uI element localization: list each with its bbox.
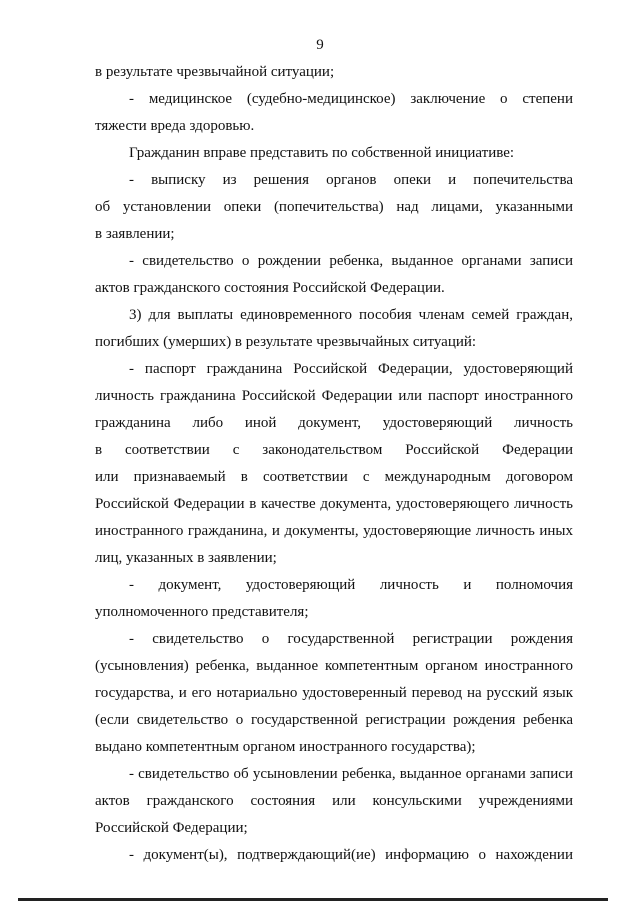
body-text-line: Российской Федерации в качестве документа, удостоверяющего личность — [95, 496, 573, 512]
body-text-line: в соответствии с законодательством Российской Федерации — [95, 442, 573, 458]
body-text-line: государства, и его нотариально удостоверенный перевод на русский язык — [95, 685, 573, 701]
body-text-line: в результате чрезвычайной ситуации; — [95, 64, 335, 80]
body-text-line: гражданина либо иной документ, удостоверяющий личность — [95, 415, 573, 431]
list-item-line: - выписку из решения органов опеки и попечительства — [129, 172, 573, 188]
list-item-line: - свидетельство об усыновлении ребенка, выданное органами записи — [129, 766, 573, 782]
body-text-line: иностранного гражданина, и документы, удостоверяющие личность иных — [95, 523, 573, 539]
body-text-line: погибших (умерших) в результате чрезвычайных ситуаций: — [95, 334, 477, 350]
body-text-line: (усыновления) ребенка, выданное компетентным органом иностранного — [95, 658, 573, 674]
body-text-line: или признаваемый в соответствии с международным договором — [95, 469, 573, 485]
list-item-line: - свидетельство о рождении ребенка, выданное органами записи — [129, 253, 573, 269]
body-text-line: уполномоченного представителя; — [95, 604, 309, 620]
list-item-line: - паспорт гражданина Российской Федерации, удостоверяющий — [129, 361, 573, 377]
paragraph-line: Гражданин вправе представить по собственной инициативе: — [129, 145, 515, 161]
list-item-line: - документ(ы), подтверждающий(ие) информацию о нахождении — [129, 847, 573, 863]
paragraph-line: 3) для выплаты единовременного пособия членам семей граждан, — [129, 307, 573, 323]
body-text-line: (если свидетельство о государственной регистрации рождения ребенка — [95, 712, 573, 728]
body-text-line: актов гражданского состояния или консульскими учреждениями — [95, 793, 573, 809]
list-item-line: - документ, удостоверяющий личность и полномочия — [129, 577, 573, 593]
body-text-line: выдано компетентным органом иностранного государства); — [95, 739, 476, 755]
body-text-line: в заявлении; — [95, 226, 175, 242]
body-text-line: личность гражданина Российской Федерации или паспорт иностранного — [95, 388, 573, 404]
body-text-line: об установлении опеки (попечительства) над лицами, указанными — [95, 199, 573, 215]
list-item-line: - медицинское (судебно-медицинское) заключение о степени — [129, 91, 573, 107]
body-text-line: лиц, указанных в заявлении; — [95, 550, 277, 566]
list-item-line: - свидетельство о государственной регистрации рождения — [129, 631, 573, 647]
body-text-line: Российской Федерации; — [95, 820, 248, 836]
body-text-line: актов гражданского состояния Российской Федерации. — [95, 280, 445, 296]
scan-edge-line — [18, 898, 608, 901]
body-text-line: тяжести вреда здоровью. — [95, 118, 255, 134]
page-number: 9 — [316, 37, 324, 53]
